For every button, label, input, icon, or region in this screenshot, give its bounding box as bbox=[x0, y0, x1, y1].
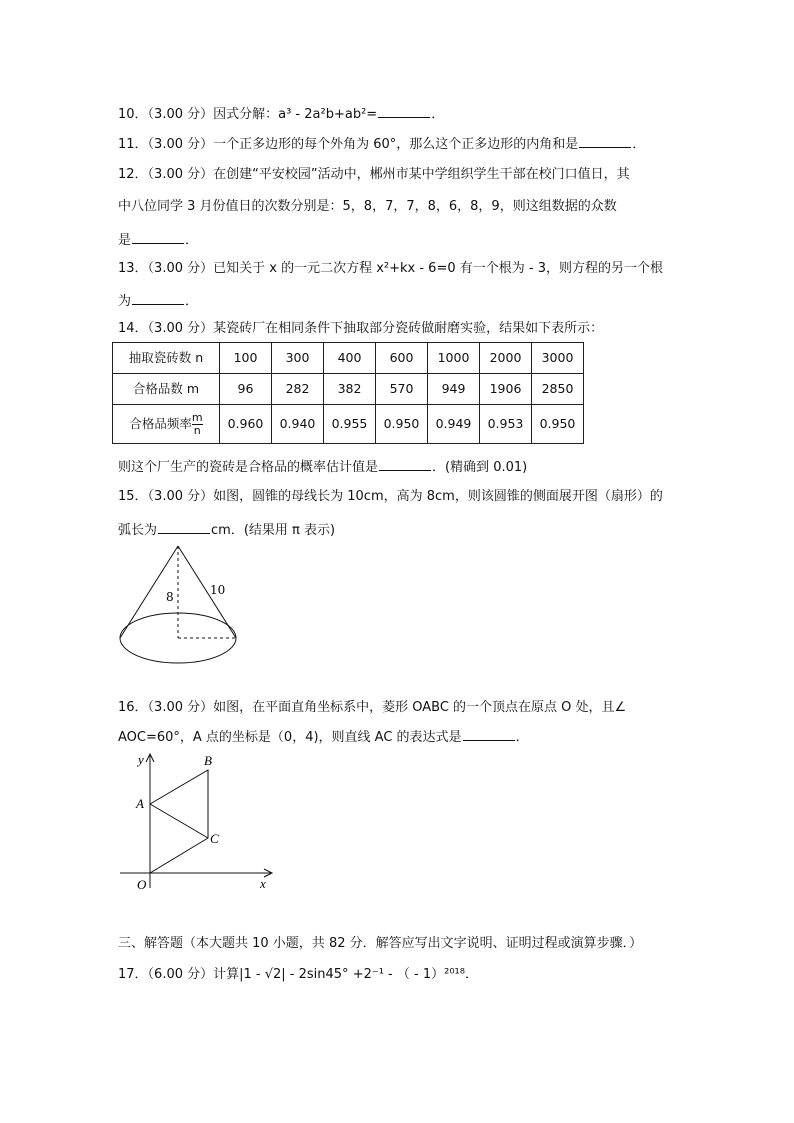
table-cell: 2000 bbox=[480, 343, 532, 374]
answer-blank[interactable] bbox=[158, 521, 210, 534]
q17-suffix: ． bbox=[464, 967, 478, 982]
table-cell: 949 bbox=[428, 374, 480, 405]
q10-prefix: 10．（3.00 分）因式分解： bbox=[118, 107, 279, 122]
q14-after-text: 则这个厂生产的瓷砖是合格品的概率估计值是 bbox=[118, 460, 379, 475]
q16-suffix: ． bbox=[515, 730, 529, 745]
answer-blank[interactable] bbox=[132, 292, 184, 305]
cone-slant-edge bbox=[178, 546, 236, 638]
table-row bbox=[113, 343, 584, 374]
table-cell: 1000 bbox=[428, 343, 480, 374]
q15-suffix: cm．(结果用 π 表示) bbox=[211, 523, 336, 538]
row-header-text: 合格品频率 bbox=[129, 415, 192, 431]
q12-text: 是 bbox=[118, 233, 132, 248]
table-row bbox=[113, 405, 584, 444]
label-y: y bbox=[138, 752, 144, 767]
label-c: C bbox=[210, 831, 219, 846]
label-a: A bbox=[136, 796, 144, 811]
table-cell: 300 bbox=[272, 343, 324, 374]
q16-line1: 16．（3.00 分）如图，在平面直角坐标系中，菱形 OABC 的一个顶点在原点 O 处，且∠ bbox=[118, 700, 627, 715]
cone-figure bbox=[110, 540, 250, 670]
table-cell: 1906 bbox=[480, 374, 532, 405]
q13-text: 为 bbox=[118, 294, 132, 309]
rhombus-coordinate-figure bbox=[110, 748, 285, 898]
row-header bbox=[113, 405, 220, 444]
table-cell: 0.950 bbox=[376, 405, 428, 444]
answer-blank[interactable] bbox=[378, 105, 430, 118]
slant-label: 10 bbox=[210, 583, 226, 597]
table-cell: 0.953 bbox=[480, 405, 532, 444]
label-o: O bbox=[137, 877, 147, 892]
label-b: B bbox=[204, 753, 212, 768]
table-cell: 570 bbox=[376, 374, 428, 405]
q17-prefix: 17．（6.00 分）计算 bbox=[118, 967, 240, 982]
q10-expression: a³ - 2a²b+ab²= bbox=[278, 107, 378, 122]
answer-blank[interactable] bbox=[379, 458, 431, 471]
q15-line1: 15．（3.00 分）如图，圆锥的母线长为 10cm，高为 8cm，则该圆锥的侧面展开图（扇形）的 bbox=[118, 489, 663, 504]
row-header: 合格品数 m bbox=[113, 374, 220, 405]
table-cell: 0.950 bbox=[532, 405, 584, 444]
q14-after-suffix: ．(精确到 0.01) bbox=[432, 460, 528, 475]
q14-intro: 14．（3.00 分）某瓷砖厂在相同条件下抽取部分瓷砖做耐磨实验，结果如下表所示： bbox=[118, 321, 604, 336]
answer-blank[interactable] bbox=[579, 135, 631, 148]
q12-line1: 12．（3.00 分）在创建“平安校园”活动中，郴州市某中学组织学生干部在校门口值日，其 bbox=[118, 167, 630, 182]
q16-text: AOC=60°，A 点的坐标是（0，4)，则直线 AC 的表达式是 bbox=[118, 730, 462, 745]
q13-line1: 13．（3.00 分）已知关于 x 的一元二次方程 x²+kx - 6=0 有一个根为 - 3，则方程的另一个根 bbox=[118, 261, 663, 276]
diagonal-ac bbox=[150, 804, 208, 838]
fraction bbox=[192, 412, 203, 437]
answer-blank[interactable] bbox=[132, 231, 184, 244]
q10-suffix: ． bbox=[431, 107, 445, 122]
q15-line2 bbox=[118, 521, 335, 539]
answer-blank[interactable] bbox=[463, 728, 515, 741]
q11-suffix: ． bbox=[632, 137, 646, 152]
table-cell: 600 bbox=[376, 343, 428, 374]
table-cell: 282 bbox=[272, 374, 324, 405]
q15-text: 弧长为 bbox=[118, 523, 158, 538]
table-cell: 100 bbox=[220, 343, 272, 374]
section-3-heading: 三、解答题（本大题共 10 小题，共 82 分．解答应写出文字说明、证明过程或演算步骤．） bbox=[118, 936, 643, 951]
table-cell: 3000 bbox=[532, 343, 584, 374]
q11-text: 11．（3.00 分）一个正多边形的每个外角为 60°，那么这个正多边形的内角和是 bbox=[118, 137, 579, 152]
question-10 bbox=[118, 105, 444, 123]
question-17 bbox=[118, 967, 478, 983]
q14-after bbox=[118, 458, 527, 476]
q13-suffix: ． bbox=[185, 294, 199, 309]
q12-line3 bbox=[118, 231, 198, 249]
q14-table bbox=[112, 342, 584, 444]
table-row bbox=[113, 374, 584, 405]
table-cell: 400 bbox=[324, 343, 376, 374]
fraction-denominator: n bbox=[193, 423, 201, 437]
table-cell: 0.960 bbox=[220, 405, 272, 444]
table-cell: 2850 bbox=[532, 374, 584, 405]
question-11 bbox=[118, 135, 645, 153]
q12-line2: 中八位同学 3 月份值日的次数分别是：5，8，7，7，8，6，8，9，则这组数据的众数 bbox=[118, 199, 617, 214]
fraction-numerator: m bbox=[191, 410, 203, 424]
q17-expression: |1 - √2| - 2sin45° +2⁻¹ - （ - 1）²⁰¹⁸ bbox=[239, 967, 465, 982]
q13-line2 bbox=[118, 292, 198, 310]
table-cell: 0.940 bbox=[272, 405, 324, 444]
table-cell: 96 bbox=[220, 374, 272, 405]
q12-suffix: ． bbox=[185, 233, 199, 248]
label-x: x bbox=[260, 876, 266, 891]
table-cell: 0.949 bbox=[428, 405, 480, 444]
row-header: 抽取瓷砖数 n bbox=[113, 343, 220, 374]
table-cell: 0.955 bbox=[324, 405, 376, 444]
table-cell: 382 bbox=[324, 374, 376, 405]
height-label: 8 bbox=[166, 590, 174, 604]
q16-line2 bbox=[118, 728, 529, 746]
